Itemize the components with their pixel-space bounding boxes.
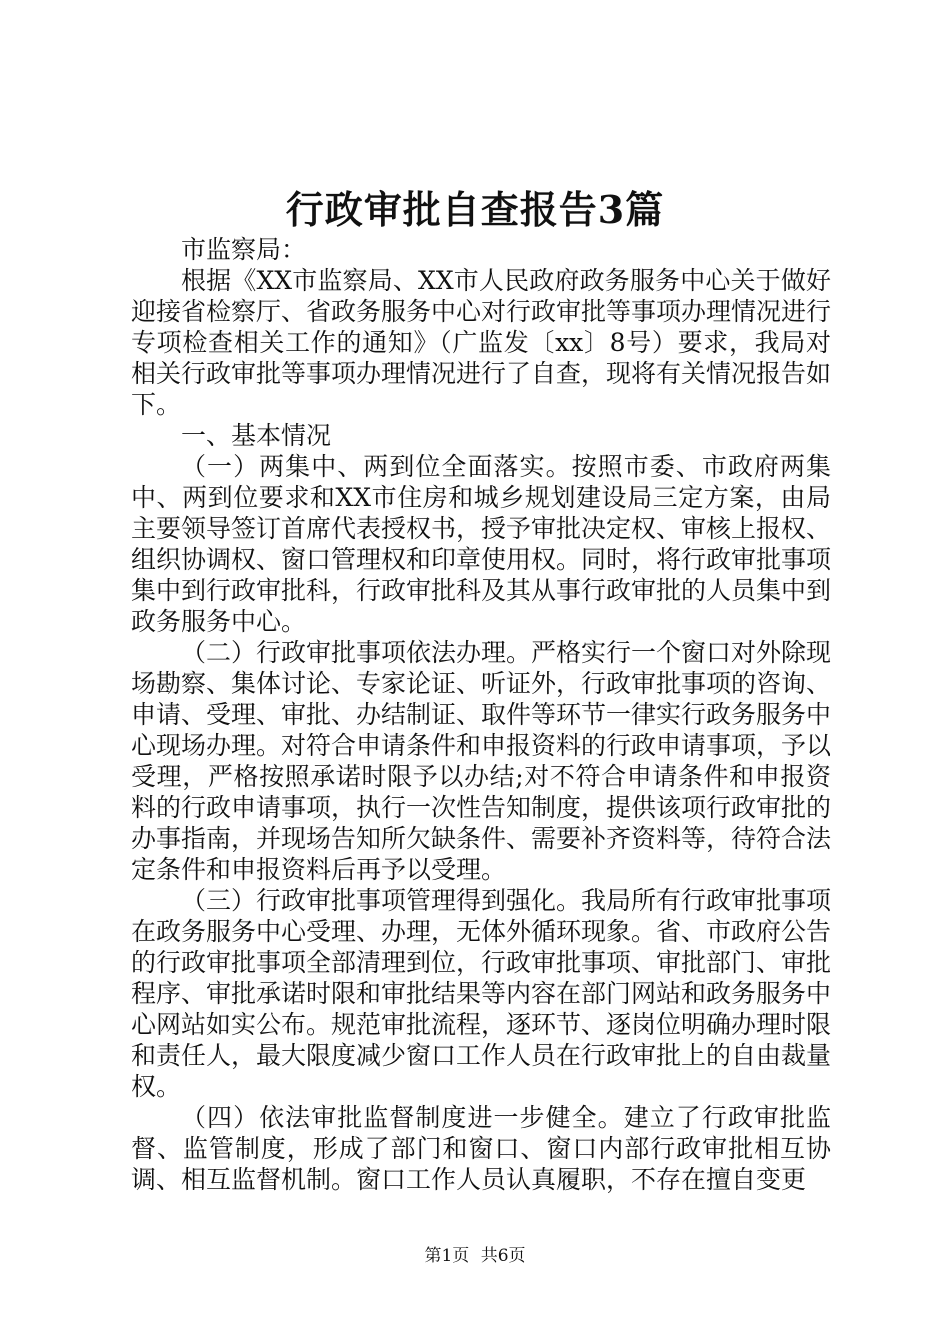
body-paragraph: （四）依法审批监督制度进一步健全。建立了行政审批监督、监管制度，形成了部门和窗口、窗口内部行政审批相互协调、相互监督机制。窗口工作人员认真履职，不存在擅自变更 (131, 1103, 831, 1194)
salutation-paragraph: 市监察局： (181, 235, 307, 264)
document-body (131, 234, 831, 1195)
page-total: 共6页 (480, 1246, 526, 1266)
page-footer (0, 1244, 950, 1268)
body-paragraph: （一）两集中、两到位全面落实。按照市委、市政府两集中、两到位要求和XX市住房和城乡规划建设局三定方案，由局主要领导签订首席代表授权书，授予审批决定权、审核上报权、组织协调权、窗口管理权和印章使用权。同时，将行政审批事项集中到行政审批科，行政审批科及其从事行政审批的人员集中到政务服务中心。 (131, 452, 832, 636)
page-number: 第1页 (424, 1246, 470, 1266)
body-paragraph: （三）行政审批事项管理得到强化。我局所有行政审批事项在政务服务中心受理、办理，无体外循环现象。省、市政府公告的行政审批事项全部清理到位，行政审批事项、审批部门、审批程序、审批承诺时限和审批结果等内容在部门网站和政务服务中心网站如实公布。规范审批流程，逐环节、逐岗位明确办理时限和责任人，最大限度减少窗口工作人员在行政审批上的自由裁量权。 (131, 886, 832, 1101)
body-paragraph: （二）行政审批事项依法办理。严格实行一个窗口对外除现场勘察、集体讨论、专家论证、听证外，行政审批事项的咨询、申请、受理、审批、办结制证、取件等环节一律实行政务服务中心现场办理。对符合申请条件和申报资料的行政申请事项，予以受理，严格按照承诺时限予以办结;对不符合申请条件和申报资料的行政申请事项，执行一次性告知制度，提供该项行政审批的办事指南，并现场告知所欠缺条件、需要补齐资料等，待符合法定条件和申报资料后再予以受理。 (131, 638, 832, 884)
intro-paragraph: 根据《XX市监察局、XX市人民政府政务服务中心关于做好迎接省检察厅、省政务服务中心对行政审批等事项办理情况进行专项检查相关工作的通知》（广监发〔xx〕8号）要求，我局对相关行政审批等事项办理情况进行了自查，现将有关情况报告如下。 (131, 266, 832, 419)
document-title: 行政审批自查报告3篇 (285, 187, 665, 232)
section-heading: 一、基本情况 (181, 421, 332, 450)
